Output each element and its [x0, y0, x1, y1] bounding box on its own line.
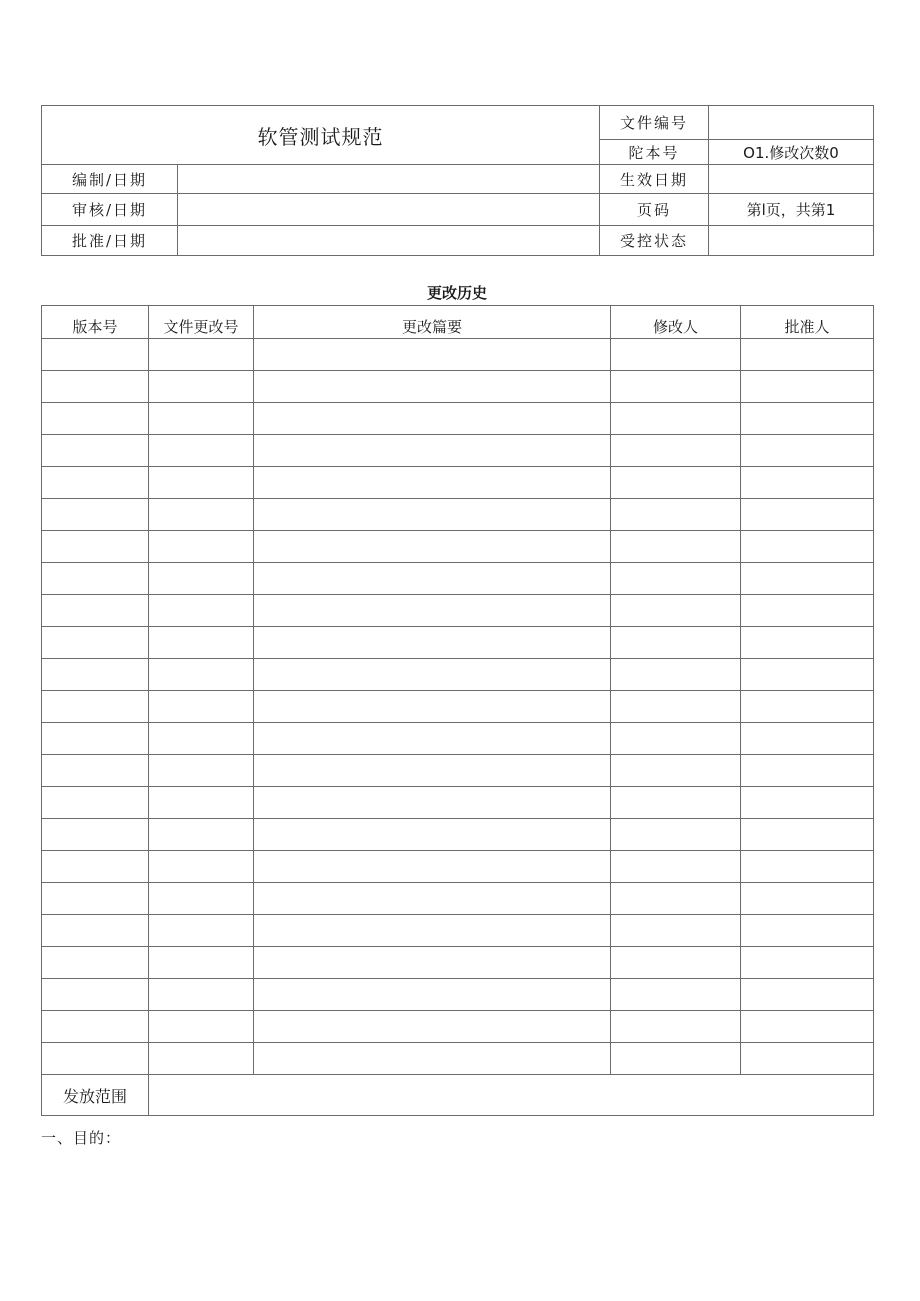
- history-cell-change-no: [149, 979, 254, 1011]
- prepared-label: 编制/日期: [42, 165, 178, 194]
- history-row: [42, 883, 874, 915]
- history-row: [42, 851, 874, 883]
- history-cell-modifier: [611, 339, 741, 371]
- history-row: [42, 755, 874, 787]
- history-cell-change-no: [149, 595, 254, 627]
- history-cell-change-no: [149, 659, 254, 691]
- history-cell-approver: [741, 787, 874, 819]
- doc-number-label: 文件编号: [600, 106, 709, 140]
- history-row: [42, 659, 874, 691]
- edition-label: 陀本号: [600, 140, 709, 165]
- history-row: [42, 723, 874, 755]
- history-cell-approver: [741, 915, 874, 947]
- history-cell-modifier: [611, 723, 741, 755]
- history-row: [42, 563, 874, 595]
- history-cell-modifier: [611, 563, 741, 595]
- history-cell-approver: [741, 339, 874, 371]
- history-cell-summary: [254, 595, 611, 627]
- history-cell-change-no: [149, 403, 254, 435]
- column-header-modifier: 修改人: [611, 306, 741, 339]
- history-cell-version: [42, 915, 149, 947]
- history-cell-version: [42, 467, 149, 499]
- history-cell-approver: [741, 659, 874, 691]
- history-cell-approver: [741, 723, 874, 755]
- change-history-title: 更改历史: [426, 284, 487, 302]
- history-cell-change-no: [149, 883, 254, 915]
- history-cell-version: [42, 691, 149, 723]
- history-cell-modifier: [611, 819, 741, 851]
- history-cell-summary: [254, 947, 611, 979]
- effective-date-value: [709, 165, 874, 194]
- history-cell-modifier: [611, 403, 741, 435]
- history-cell-modifier: [611, 531, 741, 563]
- history-cell-summary: [254, 563, 611, 595]
- history-row: [42, 371, 874, 403]
- history-cell-version: [42, 979, 149, 1011]
- history-cell-summary: [254, 499, 611, 531]
- document-title: 软管测试规范: [42, 106, 600, 165]
- history-row: [42, 787, 874, 819]
- history-row: [42, 819, 874, 851]
- history-row: [42, 339, 874, 371]
- history-cell-approver: [741, 1011, 874, 1043]
- history-cell-modifier: [611, 979, 741, 1011]
- history-row: [42, 467, 874, 499]
- history-cell-modifier: [611, 851, 741, 883]
- history-cell-change-no: [149, 563, 254, 595]
- column-header-change-no: 文件更改号: [149, 306, 254, 339]
- history-cell-modifier: [611, 435, 741, 467]
- history-cell-change-no: [149, 915, 254, 947]
- history-cell-change-no: [149, 787, 254, 819]
- history-cell-change-no: [149, 1011, 254, 1043]
- history-cell-version: [42, 947, 149, 979]
- history-cell-summary: [254, 755, 611, 787]
- history-cell-version: [42, 755, 149, 787]
- history-cell-version: [42, 1011, 149, 1043]
- history-cell-approver: [741, 691, 874, 723]
- history-cell-change-no: [149, 947, 254, 979]
- column-header-version: 版本号: [42, 306, 149, 339]
- history-cell-modifier: [611, 467, 741, 499]
- prepared-value: [178, 165, 600, 194]
- history-cell-change-no: [149, 371, 254, 403]
- history-cell-change-no: [149, 435, 254, 467]
- control-status-label: 受控状态: [600, 226, 709, 256]
- history-row: [42, 915, 874, 947]
- history-row: [42, 1011, 874, 1043]
- history-cell-summary: [254, 339, 611, 371]
- reviewed-value: [178, 194, 600, 226]
- history-cell-modifier: [611, 659, 741, 691]
- history-row: [42, 691, 874, 723]
- doc-number-value: [709, 106, 874, 140]
- history-cell-approver: [741, 883, 874, 915]
- distribution-label: 发放范围: [42, 1075, 149, 1116]
- history-row: [42, 1043, 874, 1075]
- history-cell-approver: [741, 435, 874, 467]
- history-cell-approver: [741, 531, 874, 563]
- history-cell-summary: [254, 787, 611, 819]
- approved-label: 批准/日期: [42, 226, 178, 256]
- column-header-approver: 批准人: [741, 306, 874, 339]
- history-cell-approver: [741, 819, 874, 851]
- history-cell-modifier: [611, 1011, 741, 1043]
- reviewed-label: 审核/日期: [42, 194, 178, 226]
- history-cell-version: [42, 1043, 149, 1075]
- history-cell-summary: [254, 883, 611, 915]
- document-header-table: [41, 105, 874, 256]
- distribution-row: [42, 1075, 874, 1116]
- history-cell-summary: [254, 723, 611, 755]
- history-cell-approver: [741, 499, 874, 531]
- column-header-summary: 更改篇要: [254, 306, 611, 339]
- history-row: [42, 499, 874, 531]
- history-cell-version: [42, 883, 149, 915]
- history-cell-summary: [254, 691, 611, 723]
- history-cell-version: [42, 531, 149, 563]
- history-cell-summary: [254, 979, 611, 1011]
- history-cell-summary: [254, 435, 611, 467]
- history-cell-change-no: [149, 851, 254, 883]
- history-cell-version: [42, 723, 149, 755]
- history-cell-version: [42, 819, 149, 851]
- page-number-label: 页码: [600, 194, 709, 226]
- history-cell-version: [42, 659, 149, 691]
- history-cell-approver: [741, 595, 874, 627]
- history-cell-change-no: [149, 531, 254, 563]
- history-cell-summary: [254, 531, 611, 563]
- history-cell-version: [42, 435, 149, 467]
- history-cell-change-no: [149, 819, 254, 851]
- history-cell-modifier: [611, 755, 741, 787]
- history-cell-summary: [254, 371, 611, 403]
- history-cell-summary: [254, 851, 611, 883]
- history-cell-approver: [741, 563, 874, 595]
- section-purpose-heading: 一、目的：: [41, 1129, 122, 1147]
- history-cell-modifier: [611, 627, 741, 659]
- history-cell-approver: [741, 403, 874, 435]
- history-cell-version: [42, 627, 149, 659]
- history-cell-version: [42, 371, 149, 403]
- history-cell-modifier: [611, 499, 741, 531]
- history-cell-change-no: [149, 755, 254, 787]
- history-cell-version: [42, 403, 149, 435]
- history-cell-change-no: [149, 627, 254, 659]
- history-cell-modifier: [611, 883, 741, 915]
- history-cell-version: [42, 563, 149, 595]
- history-cell-summary: [254, 1011, 611, 1043]
- history-cell-summary: [254, 403, 611, 435]
- history-cell-summary: [254, 627, 611, 659]
- history-cell-modifier: [611, 595, 741, 627]
- edition-value: O1.修改次数0: [709, 140, 874, 165]
- history-cell-approver: [741, 371, 874, 403]
- history-row: [42, 531, 874, 563]
- history-cell-approver: [741, 979, 874, 1011]
- history-cell-version: [42, 851, 149, 883]
- effective-date-label: 生效日期: [600, 165, 709, 194]
- change-history-table: [41, 305, 874, 1116]
- history-cell-approver: [741, 851, 874, 883]
- history-row: [42, 947, 874, 979]
- history-cell-summary: [254, 1043, 611, 1075]
- history-cell-change-no: [149, 723, 254, 755]
- history-cell-summary: [254, 819, 611, 851]
- history-cell-approver: [741, 1043, 874, 1075]
- distribution-value: [149, 1075, 874, 1116]
- history-cell-approver: [741, 627, 874, 659]
- history-cell-change-no: [149, 691, 254, 723]
- history-cell-summary: [254, 915, 611, 947]
- history-cell-version: [42, 787, 149, 819]
- history-row: [42, 979, 874, 1011]
- history-row: [42, 403, 874, 435]
- history-cell-modifier: [611, 1043, 741, 1075]
- history-row: [42, 627, 874, 659]
- history-cell-summary: [254, 467, 611, 499]
- history-cell-version: [42, 499, 149, 531]
- history-header-row: [42, 306, 874, 339]
- history-row: [42, 595, 874, 627]
- control-status-value: [709, 226, 874, 256]
- history-cell-approver: [741, 755, 874, 787]
- history-cell-version: [42, 339, 149, 371]
- history-cell-modifier: [611, 787, 741, 819]
- history-cell-approver: [741, 947, 874, 979]
- history-cell-approver: [741, 467, 874, 499]
- history-cell-summary: [254, 659, 611, 691]
- page-number-value: 第l页，共第1: [709, 194, 874, 226]
- history-cell-change-no: [149, 339, 254, 371]
- history-cell-change-no: [149, 467, 254, 499]
- approved-value: [178, 226, 600, 256]
- history-row: [42, 435, 874, 467]
- history-cell-modifier: [611, 691, 741, 723]
- history-cell-version: [42, 595, 149, 627]
- history-cell-change-no: [149, 1043, 254, 1075]
- history-cell-modifier: [611, 371, 741, 403]
- history-cell-modifier: [611, 947, 741, 979]
- history-cell-modifier: [611, 915, 741, 947]
- history-cell-change-no: [149, 499, 254, 531]
